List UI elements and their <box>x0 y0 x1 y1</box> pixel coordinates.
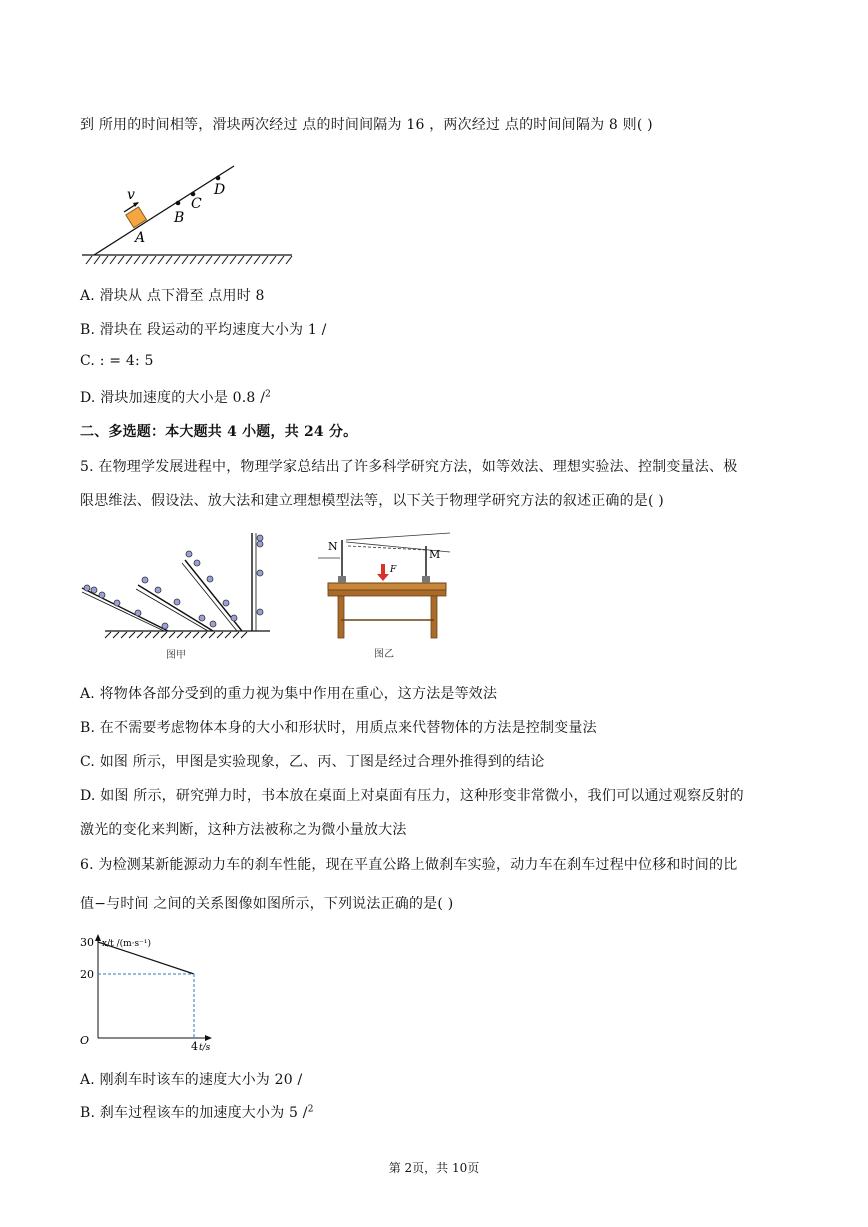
q6-option-a: A. 刚刹车时该车的速度大小为 20 / <box>80 1072 303 1088</box>
y-tick-label: 30 <box>80 936 94 949</box>
q4-option-d: D. 滑块加速度的大小是 0.8 /$^2$ <box>80 389 272 406</box>
q5-option-c: C. 如图 所示，甲图是实验现象，乙、丙、丁图是经过合理外推得到的结论 <box>80 754 545 770</box>
incline-figure <box>82 160 297 270</box>
q5-option-d-line2: 激光的变化来判断，这种方法被称之为微小量放大法 <box>80 822 407 838</box>
label-M: M <box>429 548 441 561</box>
label-A: A <box>135 230 146 246</box>
label-F: F <box>390 565 397 575</box>
figure-jia-caption: 图甲 <box>166 650 186 661</box>
y-axis-arrow-icon <box>95 934 101 941</box>
figure-yi-caption: 图乙 <box>374 649 394 660</box>
q4-option-c: C. : = 4: 5 <box>80 353 154 369</box>
x-tick-label: 4 <box>191 1040 198 1053</box>
force-arrow-icon <box>377 574 389 581</box>
q6-stem-line2: 值−与时间 之间的关系图像如图所示，下列说法正确的是( ) <box>80 896 454 912</box>
figure-jia-inclines <box>80 530 280 665</box>
label-N: N <box>328 540 338 553</box>
question-intro-line: 到 所用的时间相等，滑块两次经过 点的时间间隔为 16 ，两次经过 点的时间间隔为 8 则( ) <box>80 117 653 133</box>
q5-option-d-line1: D. 如图 所示，研究弹力时，书本放在桌面上对桌面有压力，这种形变非常微小，我们可以通过观察反射的 <box>80 788 744 804</box>
label-C: C <box>191 196 202 212</box>
q4-option-d-superscript: 2 <box>265 389 272 400</box>
section-heading: 二、多选题：本大题共 4 小题，共 24 分。 <box>80 424 358 440</box>
q4-option-b: B. 滑块在 段运动的平均速度大小为 1 / <box>80 322 327 338</box>
q5-option-a: A. 将物体各部分受到的重力视为集中作用在重心，这方法是等效法 <box>80 686 498 702</box>
q5-option-b: B. 在不需要考虑物体本身的大小和形状时，用质点来代替物体的方法是控制变量法 <box>80 720 597 736</box>
page-footer: 第 2页，共 10页 <box>388 1161 480 1175</box>
q4-option-a: A. 滑块从 点下滑至 点用时 8 <box>80 288 265 304</box>
q6-xt-chart <box>78 930 228 1055</box>
label-v: v <box>127 187 135 203</box>
q6-option-b-superscript: 2 <box>307 1104 314 1115</box>
y-tick-label: 20 <box>80 968 94 981</box>
x-axis-label: t/s <box>199 1043 211 1053</box>
slider-block <box>126 207 147 228</box>
q6-option-b: B. 刹车过程该车的加速度大小为 5 /$^2$ <box>80 1104 314 1121</box>
x-axis-arrow-icon <box>205 1035 212 1041</box>
origin-label: O <box>80 1034 90 1047</box>
y-axis-label: x/t /(m·s⁻¹) <box>102 939 152 949</box>
q5-stem-line2: 限思维法、假设法、放大法和建立理想模型法等，以下关于物理学研究方法的叙述正确的是( ) <box>80 493 664 509</box>
q5-stem-line1: 5. 在物理学发展进程中，物理学家总结出了许多科学研究方法，如等效法、理想实验法、控制变量法、极 <box>80 459 738 475</box>
q6-stem-line1: 6. 为检测某新能源动力车的刹车性能，现在平直公路上做刹车实验，动力车在刹车过程中位移和时间的比 <box>80 857 738 873</box>
label-B: B <box>174 210 185 226</box>
figure-yi-table <box>318 528 458 665</box>
label-D: D <box>214 182 226 198</box>
